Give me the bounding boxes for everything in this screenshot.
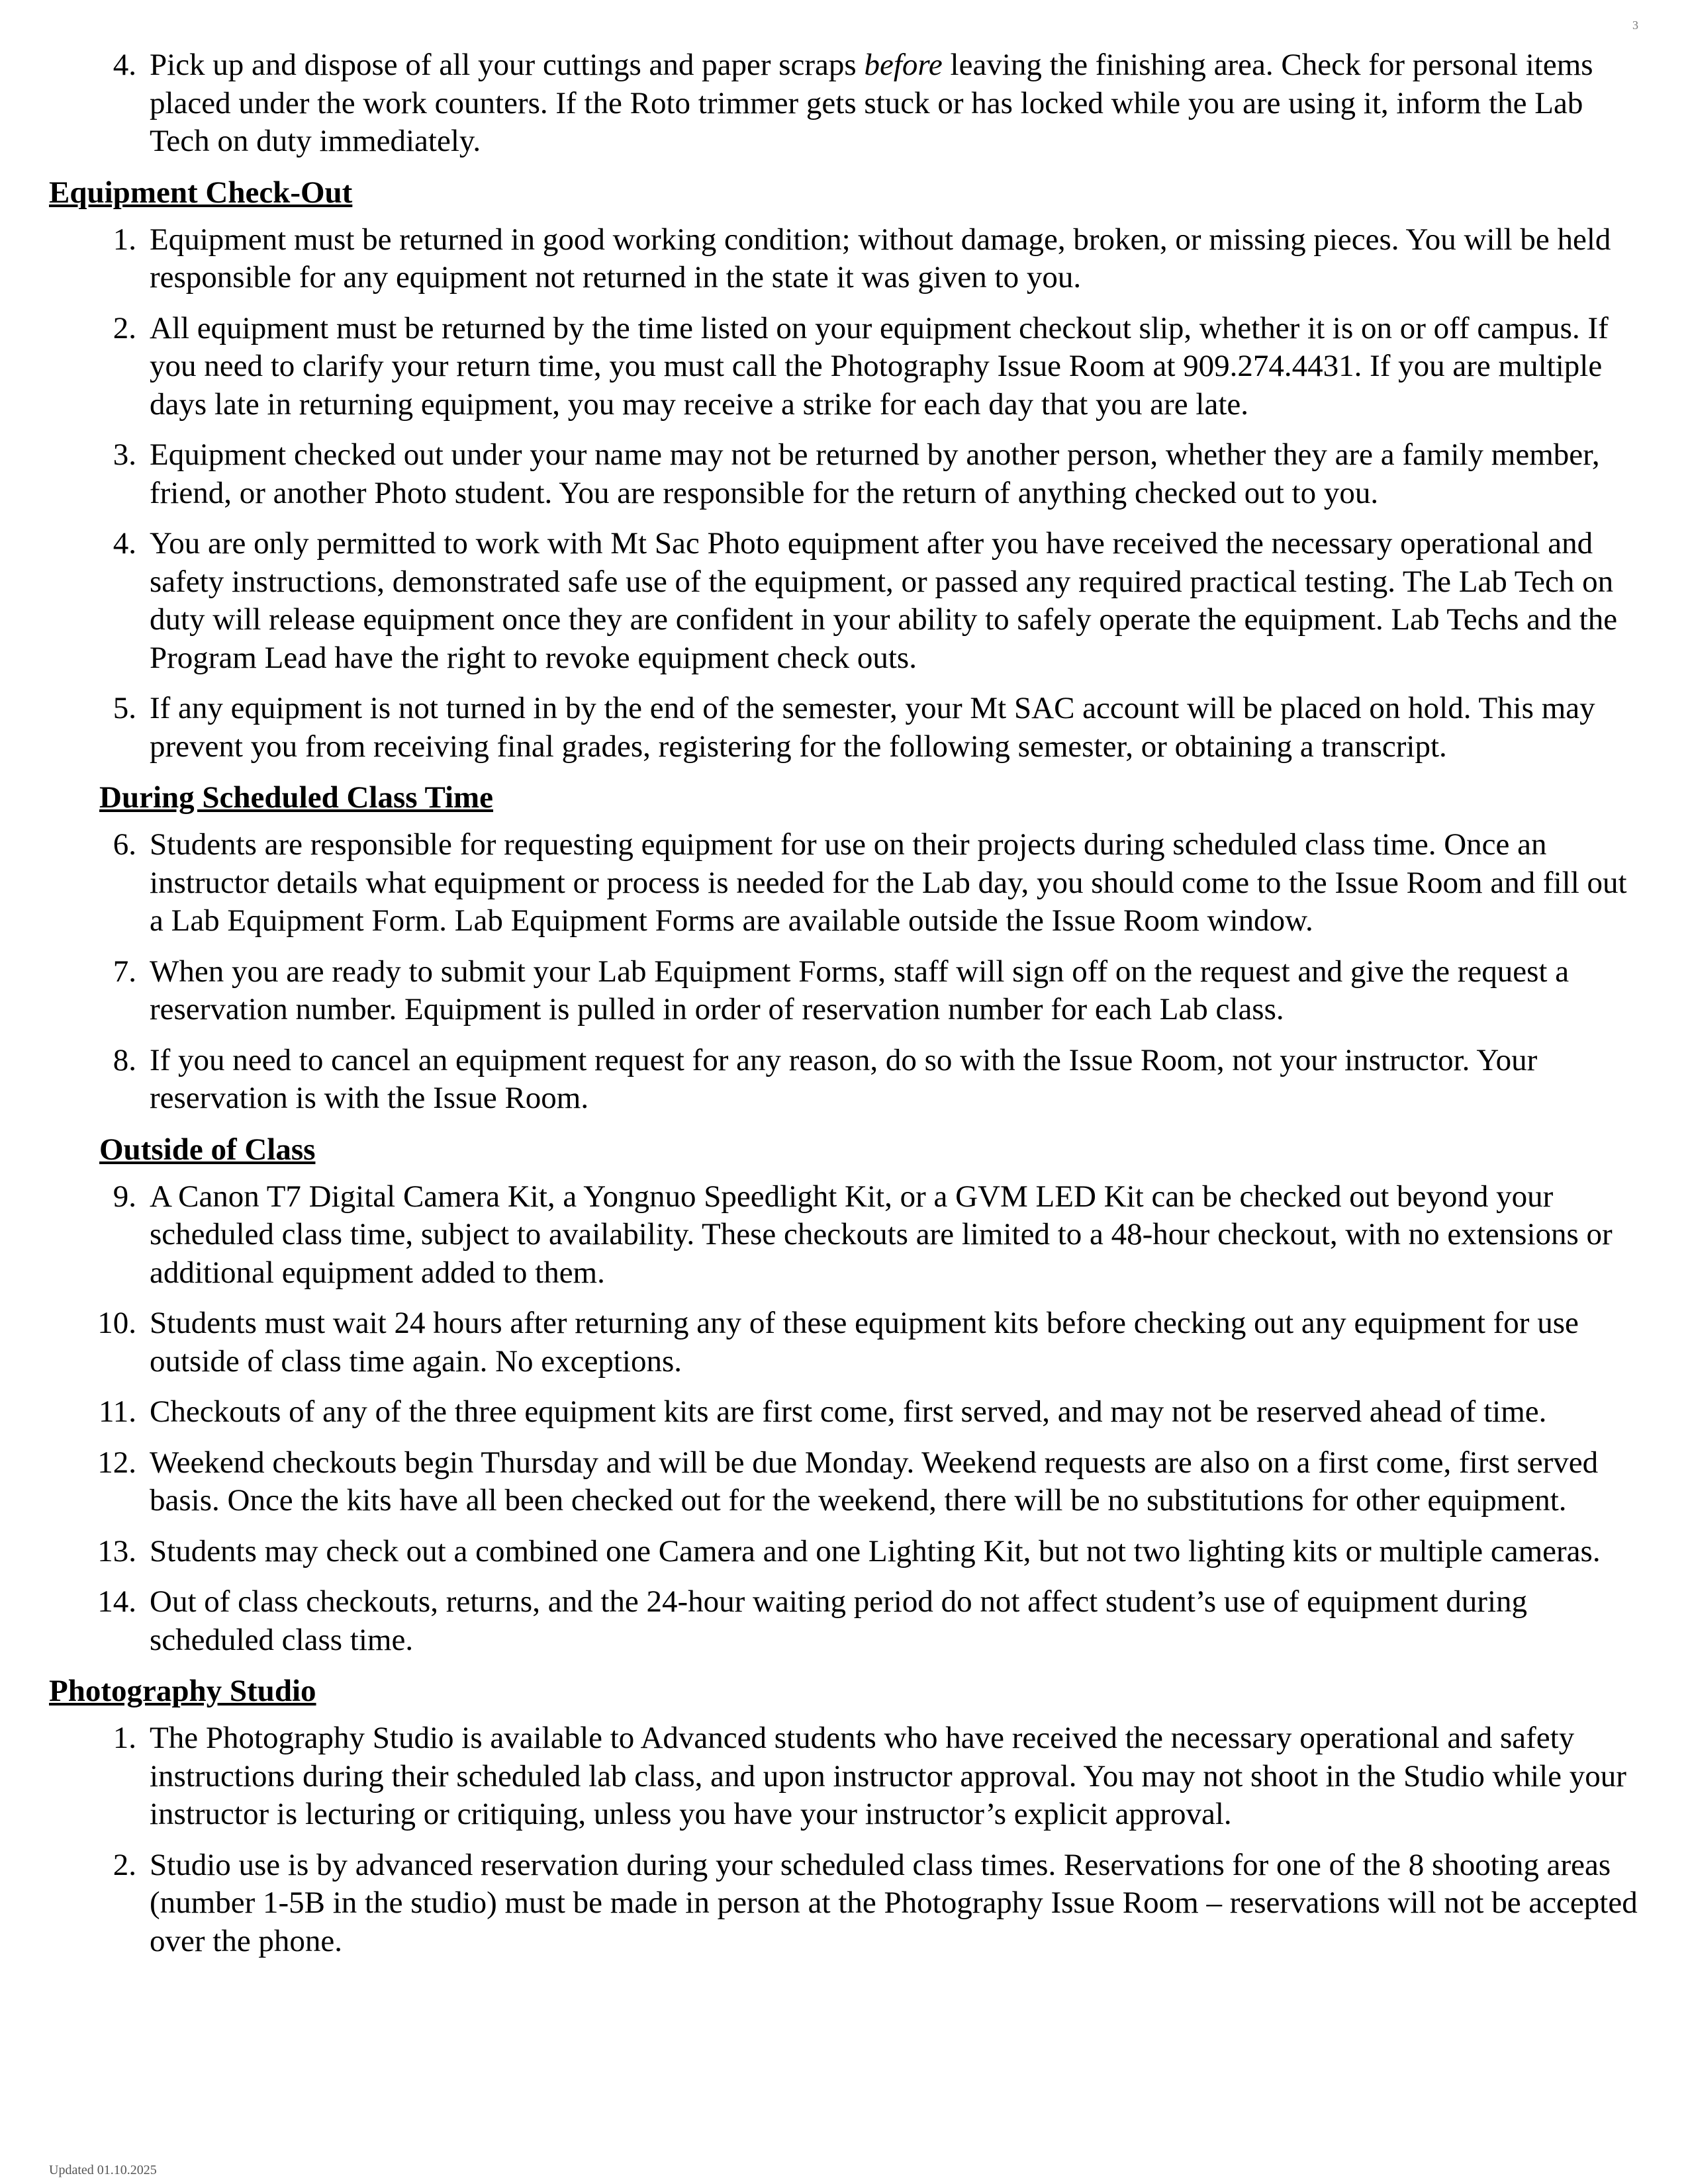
item-number: 7. (113, 954, 136, 989)
item-text (150, 48, 1593, 158)
item-text (150, 526, 1617, 675)
text-run: Equipment checked out under your name may not be returned by another person, whether they are a family member, friend, or another Photo student. You are responsible for the return of anything checked out to you. (150, 437, 1600, 510)
text-run: When you are ready to submit your Lab Equipment Forms, staff will sign off on the request and give the request a reservation number. Equipment is pulled in order of reservation number for each Lab class. (150, 954, 1570, 1026)
list-item (49, 436, 1644, 512)
item-text (150, 1584, 1527, 1657)
section-subheading: Outside of Class (99, 1132, 316, 1167)
section-subheading: During Scheduled Class Time (99, 780, 494, 815)
text-run: A Canon T7 Digital Camera Kit, a Yongnuo Speedlight Kit, or a GVM LED Kit can be checked out beyond your scheduled class time, subject to availability. These checkouts are limited to a 48-hour checkout, with no extensions or additional equipment added to them. (150, 1179, 1613, 1290)
item-number: 9. (113, 1179, 136, 1214)
item-number: 2. (113, 310, 136, 345)
item-text (150, 311, 1609, 422)
text-run: You are only permitted to work with Mt Sac Photo equipment after you have received the necessary operational and safety instructions, demonstrated safe use of the equipment, or passed any required practical testing. The Lab Tech on duty will release equipment once they are confident in your ability to safely operate the equipment. Lab Techs and the Program Lead have the right to revoke equipment check outs. (150, 526, 1618, 675)
section-photography-studio (49, 1672, 1644, 1960)
numbered-list (49, 826, 1644, 1118)
numbered-list (49, 1178, 1644, 1660)
item-number: 1. (113, 1721, 136, 1755)
section-heading: Equipment Check-Out (49, 175, 353, 210)
section-during-class (49, 778, 1644, 1118)
item-text (150, 827, 1627, 938)
text-run: leaving the finishing area. Check for personal items placed under the work counters. If the Roto trimmer gets stuck or has locked while you are using it, inform the Lab Tech on duty immediately. (150, 48, 1593, 158)
item-text (150, 1534, 1601, 1569)
numbered-list (49, 46, 1644, 161)
item-number: 11. (98, 1394, 136, 1429)
item-number: 5. (113, 691, 136, 725)
list-item (49, 221, 1644, 297)
item-number: 14. (97, 1584, 136, 1619)
item-text (150, 1721, 1626, 1831)
list-item (49, 953, 1644, 1029)
emphasis-text: before (864, 48, 943, 82)
footer-updated-date: Updated 01.10.2025 (49, 2163, 157, 2177)
item-number: 10. (97, 1306, 136, 1340)
text-run: Equipment must be returned in good working condition; without damage, broken, or missing pieces. You will be held responsible for any equipment not returned in the state it was given to you. (150, 222, 1611, 295)
item-number: 13. (97, 1533, 136, 1569)
item-text (150, 437, 1600, 510)
item-text (150, 1445, 1598, 1518)
item-number: 8. (113, 1042, 136, 1077)
item-number: 6. (113, 827, 136, 862)
list-item (49, 690, 1644, 766)
text-run: Students are responsible for requesting equipment for use on their projects during scheduled class time. Once an instructor details what equipment or process is needed for the Lab day, you should come to the Issue Room and fill out a Lab Equipment Form. Lab Equipment Forms are available outside the Issue Room window. (150, 827, 1627, 938)
numbered-list (49, 221, 1644, 766)
item-number: 3. (113, 437, 136, 472)
text-run: Studio use is by advanced reservation during your scheduled class times. Reservations for one of the 8 shooting areas (number 1-5B in the studio) must be made in person at the Photography Issue Room – reservations will not be accepted over the phone. (150, 1847, 1638, 1958)
section-outside-class (49, 1130, 1644, 1660)
item-text (150, 1306, 1579, 1379)
item-number: 12. (97, 1445, 136, 1480)
list-item (49, 46, 1644, 161)
section-finishing-continued (49, 46, 1644, 161)
text-run: Weekend checkouts begin Thursday and will be due Monday. Weekend requests are also on a first come, first served basis. Once the kits have all been checked out for the weekend, there will be no substitutions for other equipment. (150, 1445, 1599, 1518)
list-item (49, 1042, 1644, 1118)
text-run: The Photography Studio is available to Advanced students who have received the necessary operational and safety instructions during their scheduled lab class, and upon instructor approval. You may not shoot in the Studio while your instructor is lecturing or critiquing, unless you have your instructor’s explicit approval. (150, 1721, 1626, 1831)
section-heading: Photography Studio (49, 1674, 316, 1708)
document-body (49, 46, 1644, 1973)
text-run: Pick up and dispose of all your cuttings and paper scraps (150, 48, 865, 82)
item-number: 4. (113, 48, 136, 82)
text-run: Students may check out a combined one Camera and one Lighting Kit, but not two lighting kits or multiple cameras. (150, 1533, 1601, 1569)
text-run: If you need to cancel an equipment request for any reason, do so with the Issue Room, not your instructor. Your reservation is with the Issue Room. (150, 1042, 1538, 1115)
text-run: Students must wait 24 hours after returning any of these equipment kits before checking out any equipment for use outside of class time again. No exceptions. (150, 1306, 1579, 1379)
list-item (49, 525, 1644, 677)
list-item (49, 1178, 1644, 1293)
item-text (150, 691, 1595, 764)
section-equipment-checkout (49, 173, 1644, 766)
text-run: All equipment must be returned by the time listed on your equipment checkout slip, whether it is on or off campus. If you need to clarify your return time, you must call the Photography Issue Room at 909.274.4431. If you are multiple days late in returning equipment, you may receive a strike for each day that you are late. (150, 310, 1609, 422)
text-run: Checkouts of any of the three equipment kits are first come, first served, and may not be reserved ahead of time. (150, 1394, 1547, 1429)
numbered-list (49, 1719, 1644, 1960)
list-item (49, 1393, 1644, 1432)
item-number: 2. (113, 1847, 136, 1882)
list-item (49, 310, 1644, 424)
list-item (49, 1719, 1644, 1834)
list-item (49, 1846, 1644, 1961)
item-text (150, 222, 1611, 295)
item-text (150, 1848, 1638, 1958)
item-number: 4. (113, 526, 136, 561)
item-text (150, 1394, 1546, 1429)
list-item (49, 1533, 1644, 1571)
item-text (150, 954, 1569, 1027)
list-item (49, 1583, 1644, 1659)
item-number: 1. (113, 222, 136, 257)
item-text (150, 1179, 1613, 1290)
text-run: Out of class checkouts, returns, and the 24-hour waiting period do not affect student’s use of equipment during scheduled class time. (150, 1584, 1528, 1657)
item-text (150, 1043, 1537, 1116)
page-number: 3 (1632, 19, 1638, 32)
text-run: If any equipment is not turned in by the end of the semester, your Mt SAC account will be placed on hold. This may prevent you from receiving final grades, registering for the following semester, or obtaining a transcript. (150, 691, 1595, 764)
list-item (49, 1444, 1644, 1520)
list-item (49, 1304, 1644, 1381)
list-item (49, 826, 1644, 940)
